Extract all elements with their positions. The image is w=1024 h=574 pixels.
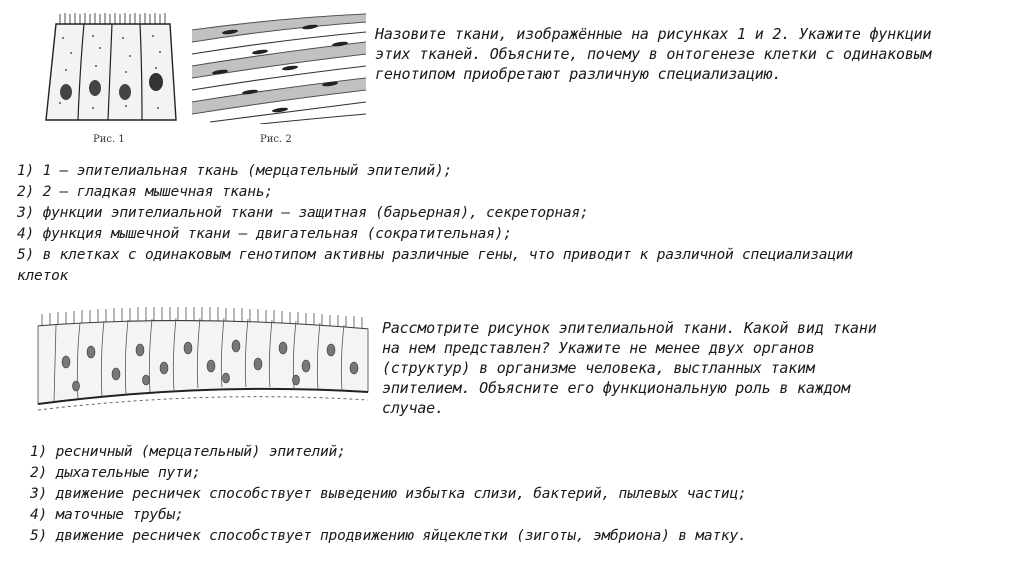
- question-2-line: эпителием. Объясните его функциональную роль в каждом: [382, 379, 851, 397]
- question-1-line: этих тканей. Объясните, почему в онтогенезе клетки с одинаковым: [375, 45, 932, 63]
- figure-2-caption: Рис. 2: [260, 134, 292, 145]
- answer-2: [30, 442, 1000, 547]
- figure-3-ciliated-epithelium: [36, 300, 370, 414]
- answer-1-line: 4) функция мышечной ткани – двигательная (сократительная);: [17, 226, 512, 242]
- question-2-line: случае.: [382, 399, 444, 417]
- question-2: [382, 318, 942, 418]
- answer-2-line: 3) движение ресничек способствует выведению избытка слизи, бактерий, пылевых частиц;: [30, 486, 747, 502]
- question-1: [375, 24, 1015, 84]
- question-1-line: Назовите ткани, изображённые на рисунках 1 и 2. Укажите функции: [375, 25, 932, 43]
- answer-1-line: 5) в клетках с одинаковым генотипом активны различные гены, что приводит к различной специализации: [17, 247, 853, 263]
- figure-1-ciliated-epithelium: [38, 8, 188, 130]
- answer-1-line: 3) функции эпителиальной ткани – защитная (барьерная), секреторная;: [17, 205, 589, 221]
- answer-2-line: 5) движение ресничек способствует продвижению яйцеклетки (зиготы, эмбриона) в матку.: [30, 528, 747, 544]
- answer-1-line: 2) 2 – гладкая мышечная ткань;: [17, 184, 273, 200]
- answer-1-line: клеток: [17, 268, 69, 284]
- figure-1-caption: Рис. 1: [93, 134, 125, 145]
- question-2-line: Рассмотрите рисунок эпителиальной ткани. Какой вид ткани: [382, 319, 877, 337]
- answer-2-line: 4) маточные трубы;: [30, 507, 184, 523]
- answer-2-line: 2) дыхательные пути;: [30, 465, 201, 481]
- answer-1-line: 1) 1 – эпителиальная ткань (мерцательный эпителий);: [17, 163, 453, 179]
- question-2-line: на нем представлен? Укажите не менее двух органов: [382, 339, 815, 357]
- answer-1: [17, 161, 1017, 287]
- question-1-line: генотипом приобретают различную специализацию.: [375, 65, 782, 83]
- answer-2-line: 1) ресничный (мерцательный) эпителий;: [30, 444, 346, 460]
- figure-2-smooth-muscle: [190, 12, 368, 124]
- question-2-line: (структур) в организме человека, выстланных таким: [382, 359, 815, 377]
